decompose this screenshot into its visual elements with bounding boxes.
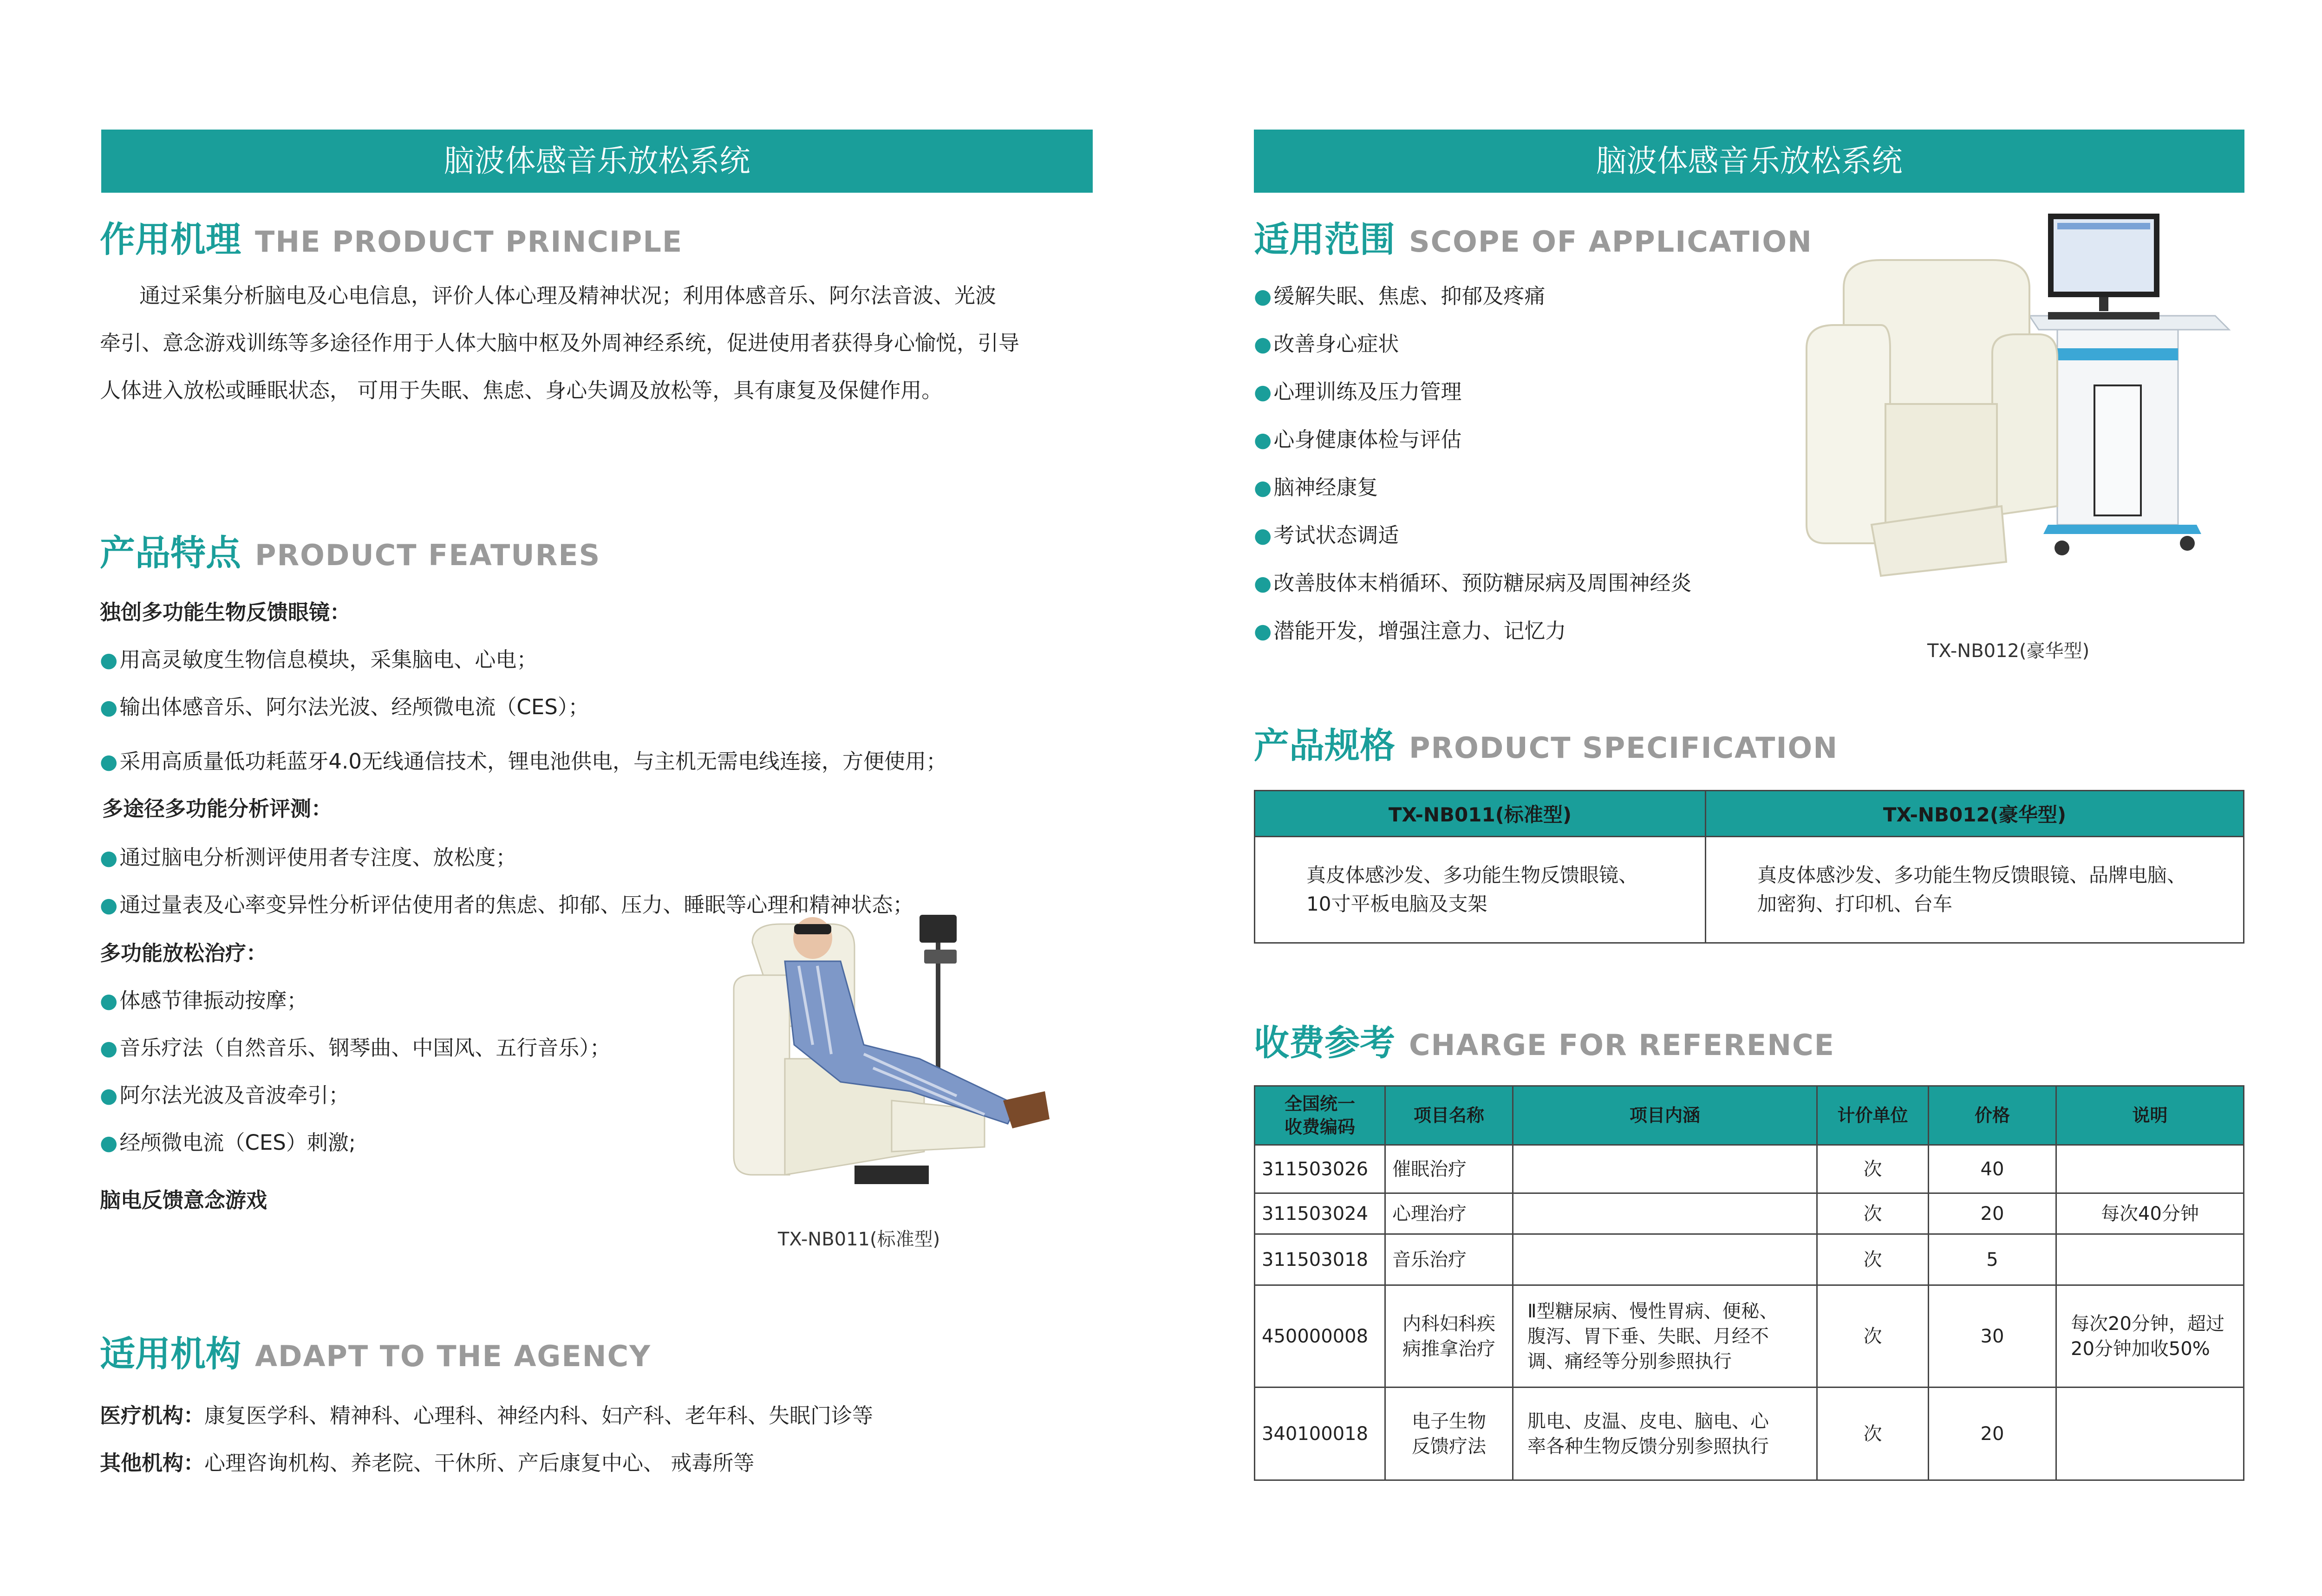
features-group3-item xyxy=(100,984,307,1014)
principle-heading xyxy=(100,211,683,262)
spec-title-cn: 产品规格 xyxy=(1254,725,1395,766)
bullet-icon: ● xyxy=(100,846,118,870)
cell-price: 40 xyxy=(1929,1145,2056,1193)
cell-line: Ⅱ型糖尿病、慢性胃病、便秘、 xyxy=(1527,1300,1778,1322)
bullet-icon: ● xyxy=(100,893,118,917)
agency-other-text: 心理咨询机构、养老院、干休所、产后康复中心、 戒毒所等 xyxy=(204,1451,755,1475)
cell-note: 每次40分钟 xyxy=(2056,1193,2244,1234)
table-row xyxy=(1255,1145,2244,1193)
cell-line: 腹泻、胃下垂、失眠、月经不 xyxy=(1527,1325,1769,1347)
cell-line: 内科妇科疾 xyxy=(1402,1313,1495,1335)
patient-head xyxy=(793,917,832,959)
cell-content xyxy=(1513,1388,1817,1480)
agency-medical-text: 康复医学科、精神科、心理科、神经内科、妇产科、老年科、失眠门诊等 xyxy=(204,1403,874,1428)
cell-line: 率各种生物反馈分别参照执行 xyxy=(1527,1435,1769,1457)
item-text: 脑神经康复 xyxy=(1273,475,1378,500)
scope-item xyxy=(1254,518,1399,548)
agency-medical-label: 医疗机构： xyxy=(100,1403,205,1428)
agency-other xyxy=(100,1446,754,1476)
bullet-icon: ● xyxy=(1254,285,1272,308)
patient-shoes xyxy=(1003,1091,1050,1128)
charge-heading xyxy=(1254,1015,1835,1065)
item-text: 心理训练及压力管理 xyxy=(1273,379,1462,404)
item-text: 通过量表及心率变异性分析评估使用者的焦虑、抑郁、压力、睡眠等心理和精神状态； xyxy=(119,892,914,917)
charge-col-name: 项目名称 xyxy=(1385,1086,1513,1145)
agency-medical xyxy=(100,1399,873,1429)
features-group1-title: 独创多功能生物反馈眼镜： xyxy=(100,600,351,625)
recliner-seat xyxy=(1885,404,1997,525)
item-text: 心身健康体检与评估 xyxy=(1273,427,1462,452)
cell-line: 真皮体感沙发、多功能生物反馈眼镜、 xyxy=(1306,864,1638,886)
item-text: 考试状态调适 xyxy=(1273,523,1399,547)
scope-title-en: SCOPE OF APPLICATION xyxy=(1409,225,1813,259)
agency-title-en: ADAPT TO THE AGENCY xyxy=(255,1339,651,1373)
principle-line-3: 人体进入放松或睡眠状态， 可用于失眠、焦虑、身心失调及放松等，具有康复及保健作用。 xyxy=(100,378,943,403)
cell-note xyxy=(2056,1388,2244,1480)
charge-title-cn: 收费参考 xyxy=(1254,1022,1395,1063)
cell-code: 311503024 xyxy=(1255,1193,1385,1234)
nb012-caption: TX-NB012(豪华型) xyxy=(1927,640,2090,662)
features-group3-item xyxy=(100,1126,356,1156)
stand-bracket xyxy=(924,950,957,964)
cell-note xyxy=(2056,1234,2244,1285)
cell-code: 311503026 xyxy=(1255,1145,1385,1193)
left-banner: 脑波体感音乐放松系统 xyxy=(101,130,1093,193)
scope-item xyxy=(1254,375,1461,405)
spec-title-en: PRODUCT SPECIFICATION xyxy=(1409,731,1839,765)
cell-content xyxy=(1513,1193,1817,1234)
monitor-neck xyxy=(2099,297,2108,311)
item-text: 阿尔法光波及音波牵引； xyxy=(119,1083,350,1107)
agency-heading xyxy=(100,1326,651,1376)
bullet-icon: ● xyxy=(100,989,118,1013)
biofeedback-glasses xyxy=(794,924,831,934)
table-row xyxy=(1255,1234,2244,1285)
cart-base xyxy=(2043,525,2201,534)
agency-other-label: 其他机构： xyxy=(100,1451,205,1475)
features-group3-item xyxy=(100,1031,611,1061)
features-group4-title: 脑电反馈意念游戏 xyxy=(100,1188,267,1212)
table-row xyxy=(1255,1388,2244,1480)
charge-col-code xyxy=(1255,1086,1385,1145)
cell-note xyxy=(2056,1285,2244,1388)
recliner-left-arm xyxy=(1807,325,1890,543)
bullet-icon: ● xyxy=(100,1036,118,1060)
screen-titlebar xyxy=(2057,223,2150,229)
cell-line: 肌电、皮温、皮电、脑电、心 xyxy=(1527,1410,1769,1432)
cart-blue-trim xyxy=(2057,348,2178,360)
bullet-icon: ● xyxy=(1254,380,1272,404)
cell-line: 20分钟加收50% xyxy=(2071,1338,2210,1360)
charge-col-unit: 计价单位 xyxy=(1817,1086,1929,1145)
charge-col-price: 价格 xyxy=(1929,1086,2056,1145)
bullet-icon: ● xyxy=(1254,572,1272,595)
cell-line: 电子生物 xyxy=(1412,1410,1486,1432)
cell-content xyxy=(1513,1285,1817,1388)
cell-code: 311503018 xyxy=(1255,1234,1385,1285)
caster-wheel xyxy=(2180,536,2195,551)
scope-heading xyxy=(1254,211,1813,262)
header-line: 全国统一 xyxy=(1284,1094,1355,1114)
bullet-icon: ● xyxy=(1254,524,1272,547)
chair-base xyxy=(854,1166,929,1184)
chair-left-arm xyxy=(734,975,789,1175)
item-text: 经颅微电流（CES）刺激; xyxy=(119,1130,356,1155)
bullet-icon: ● xyxy=(1254,332,1272,356)
item-text: 通过脑电分析测评使用者专注度、放松度； xyxy=(119,845,517,870)
bullet-icon: ● xyxy=(100,750,118,774)
recliner-patient-illustration xyxy=(724,905,1059,1203)
bullet-icon: ● xyxy=(100,696,118,719)
item-text: 改善身心症状 xyxy=(1273,332,1399,356)
right-banner: 脑波体感音乐放松系统 xyxy=(1254,130,2244,193)
spec-header-row xyxy=(1255,791,2244,837)
cell-unit: 次 xyxy=(1817,1234,1929,1285)
features-group1-item xyxy=(100,643,537,673)
principle-title-cn: 作用机理 xyxy=(100,219,241,260)
cell-price: 20 xyxy=(1929,1193,2056,1234)
bullet-icon: ● xyxy=(100,1084,118,1107)
monitor-screen xyxy=(2054,219,2154,292)
item-text: 输出体感音乐、阿尔法光波、经颅微电流（CES）； xyxy=(119,695,589,719)
features-title-en: PRODUCT FEATURES xyxy=(255,538,601,572)
features-title-cn: 产品特点 xyxy=(100,532,241,573)
features-group1-item xyxy=(100,690,589,720)
spec-col-nb011: TX-NB011(标准型) xyxy=(1255,791,1706,837)
scope-item xyxy=(1254,423,1461,453)
scope-item xyxy=(1254,566,1691,596)
agency-title-cn: 适用机构 xyxy=(100,1333,241,1375)
item-text: 音乐疗法（自然音乐、钢琴曲、中国风、五行音乐）； xyxy=(119,1036,611,1060)
cell-unit: 次 xyxy=(1817,1193,1929,1234)
scope-item xyxy=(1254,470,1378,501)
cell-name xyxy=(1385,1388,1513,1480)
cell-line: 真皮体感沙发、多功能生物反馈眼镜、品牌电脑、 xyxy=(1757,864,2187,886)
features-group2-title: 多途径多功能分析评测： xyxy=(102,796,333,821)
item-text: 潜能开发，增强注意力、记忆力 xyxy=(1273,619,1566,643)
principle-line-2: 牵引、意念游戏训练等多途径作用于人体大脑中枢及外周神经系统，促进使用者获得身心愉悦，引导 xyxy=(100,331,1020,355)
spec-cell-nb012 xyxy=(1706,837,2244,943)
scope-item xyxy=(1254,614,1566,644)
cell-code: 450000008 xyxy=(1255,1285,1385,1388)
item-text: 缓解失眠、焦虑、抑郁及疼痛 xyxy=(1273,284,1546,308)
nb011-caption: TX-NB011(标准型) xyxy=(778,1229,940,1250)
cell-note xyxy=(2056,1145,2244,1193)
recliner-right-arm xyxy=(1992,334,2057,515)
cell-unit: 次 xyxy=(1817,1388,1929,1480)
cell-unit: 次 xyxy=(1817,1145,1929,1193)
cell-line: 病推拿治疗 xyxy=(1402,1338,1495,1360)
features-group1-item xyxy=(100,744,947,775)
cell-line: 反馈疗法 xyxy=(1412,1435,1486,1457)
bullet-icon: ● xyxy=(1254,476,1272,500)
item-text: 用高灵敏度生物信息模块，采集脑电、心电； xyxy=(119,647,538,672)
spec-cell-nb011 xyxy=(1255,837,1706,943)
cell-line: 调、痛经等分别参照执行 xyxy=(1527,1350,1732,1372)
cell-unit: 次 xyxy=(1817,1285,1929,1388)
spec-col-nb012: TX-NB012(豪华型) xyxy=(1706,791,2244,837)
spec-table xyxy=(1254,790,2244,944)
keyboard xyxy=(2048,312,2159,319)
charge-col-note: 说明 xyxy=(2056,1086,2244,1145)
charge-col-content: 项目内涵 xyxy=(1513,1086,1817,1145)
cell-line: 每次20分钟，超过 xyxy=(2071,1313,2224,1335)
cell-name: 音乐治疗 xyxy=(1385,1234,1513,1285)
cell-name xyxy=(1385,1285,1513,1388)
cell-line: 10寸平板电脑及支架 xyxy=(1306,892,1487,915)
item-text: 采用高质量低功耗蓝牙4.0无线通信技术，锂电池供电，与主机无需电线连接，方便使用； xyxy=(119,749,947,774)
luxury-recliner-cart-illustration xyxy=(1797,209,2243,580)
pc-tower xyxy=(2094,385,2141,515)
scope-item xyxy=(1254,327,1399,357)
table-row xyxy=(1255,1193,2244,1234)
bullet-icon: ● xyxy=(100,1131,118,1155)
caster-wheel xyxy=(2055,541,2069,555)
scope-title-cn: 适用范围 xyxy=(1254,219,1395,260)
cell-line: 加密狗、打印机、台车 xyxy=(1757,892,1953,915)
bullet-icon: ● xyxy=(100,648,118,672)
cell-name: 催眠治疗 xyxy=(1385,1145,1513,1193)
cell-content xyxy=(1513,1145,1817,1193)
spec-row xyxy=(1255,837,2244,943)
cell-name: 心理治疗 xyxy=(1385,1193,1513,1234)
charge-table xyxy=(1254,1085,2244,1481)
cell-price: 5 xyxy=(1929,1234,2056,1285)
features-group3-item xyxy=(100,1078,349,1108)
spec-heading xyxy=(1254,717,1838,768)
charge-title-en: CHARGE FOR REFERENCE xyxy=(1409,1028,1835,1062)
scope-item xyxy=(1254,279,1545,309)
cell-code: 340100018 xyxy=(1255,1388,1385,1480)
cell-content xyxy=(1513,1234,1817,1285)
item-text: 改善肢体末梢循环、预防糖尿病及周围神经炎 xyxy=(1273,571,1692,595)
cell-price: 20 xyxy=(1929,1388,2056,1480)
header-line: 收费编码 xyxy=(1284,1117,1355,1137)
features-heading xyxy=(100,525,600,575)
bullet-icon: ● xyxy=(1254,619,1272,643)
charge-header-row xyxy=(1255,1086,2244,1145)
features-group3-title: 多功能放松治疗： xyxy=(100,941,267,965)
item-text: 体感节律振动按摩； xyxy=(119,988,308,1013)
cell-price: 30 xyxy=(1929,1285,2056,1388)
tablet-monitor xyxy=(920,915,957,943)
table-row xyxy=(1255,1285,2244,1388)
bullet-icon: ● xyxy=(1254,428,1272,452)
principle-title-en: THE PRODUCT PRINCIPLE xyxy=(255,225,683,259)
features-group2-item xyxy=(100,840,516,871)
principle-line-1: 通过采集分析脑电及心电信息，评价人体心理及精神状况；利用体感音乐、阿尔法音波、光波 xyxy=(139,283,997,308)
